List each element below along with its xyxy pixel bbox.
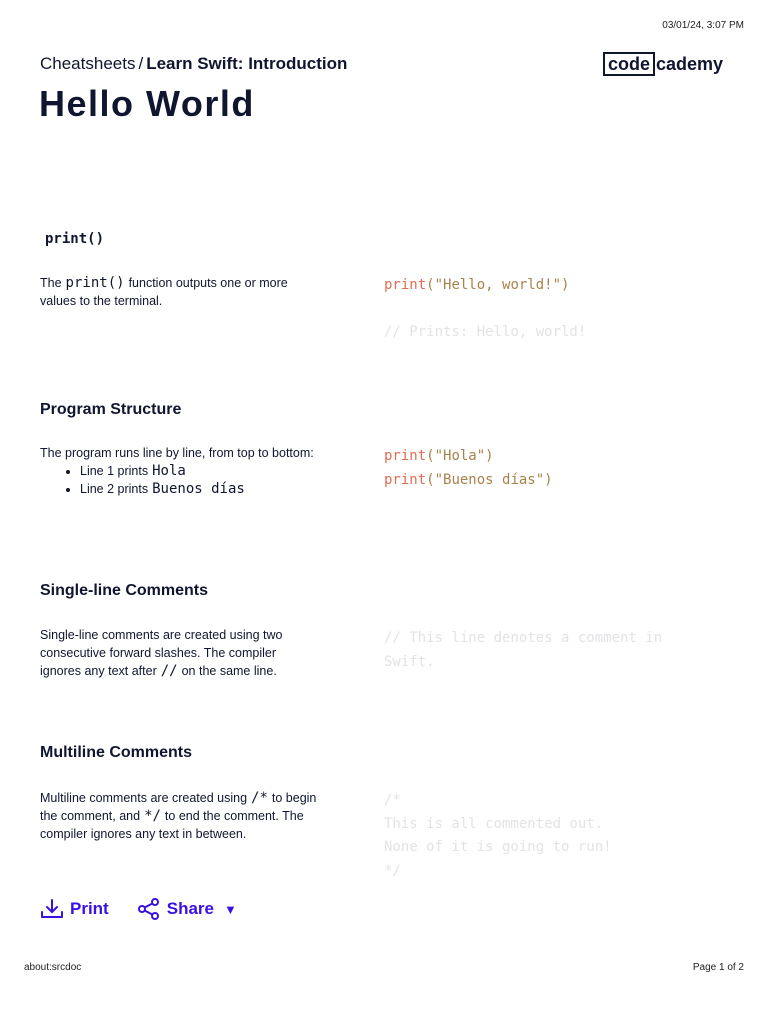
codecademy-logo[interactable] [603, 52, 723, 76]
bullet-list [40, 462, 320, 498]
section-heading-multiline-comments: Multiline Comments [40, 744, 193, 761]
breadcrumb-separator: / [138, 54, 144, 73]
footer-page-number: Page 1 of 2 [692, 962, 744, 973]
inline-code: /* [251, 790, 268, 806]
share-label: Share [166, 899, 214, 918]
breadcrumb-root[interactable]: Cheatsheets [40, 54, 136, 73]
inline-code: Buenos días [152, 481, 245, 497]
code-block-multiline-comments: /* This is all commented out. None of it is going to run! */ [384, 792, 612, 879]
logo-rest-text: cademy [656, 53, 724, 74]
actions-bar [40, 898, 237, 920]
code-block-print: print("Hello, world!") // Prints: Hello, world! [384, 277, 587, 340]
print-label: Print [70, 899, 109, 918]
footer-url: about:srcdoc [24, 962, 82, 973]
download-icon [40, 898, 64, 920]
print-button[interactable] [40, 898, 109, 920]
code-block-program-structure: print("Hola") print("Buenos días") [384, 448, 553, 488]
inline-code: Hola [152, 463, 186, 479]
share-icon [137, 898, 161, 920]
print-datetime: 03/01/24, 3:07 PM [662, 20, 744, 31]
section-heading-program-structure: Program Structure [40, 401, 182, 418]
share-button[interactable] [137, 898, 237, 920]
code-block-single-line-comments: // This line denotes a comment in Swift. [384, 630, 663, 670]
breadcrumb-current: Learn Swift: Introduction [146, 54, 348, 73]
section-desc-program-structure: The program runs line by line, from top to bottom: • Line 1 prints Hola • Line 2 prints Buenos días [40, 444, 320, 498]
breadcrumb [40, 54, 347, 74]
section-desc-print: The print() function outputs one or more values to the terminal. [40, 275, 288, 308]
page-title: Hello World [39, 83, 255, 124]
chevron-down-icon: ▼ [223, 901, 237, 917]
section-desc-multiline-comments: Multiline comments are created using /* to begin the comment, and */ to end the comment. The compiler ignores any text in between. [40, 790, 317, 841]
logo-boxed-text: code [603, 52, 655, 76]
inline-code: */ [144, 808, 161, 824]
list-item: • Line 1 prints Hola [80, 462, 320, 480]
section-heading-print: print() [45, 231, 105, 247]
section-desc-single-line-comments: Single-line comments are created using two consecutive forward slashes. The compiler ignores any text after // on the same line. [40, 628, 283, 679]
inline-code: print() [65, 275, 125, 291]
section-heading-single-line-comments: Single-line Comments [40, 582, 209, 599]
inline-code: // [160, 663, 178, 679]
list-item: • Line 2 prints Buenos días [80, 480, 320, 498]
